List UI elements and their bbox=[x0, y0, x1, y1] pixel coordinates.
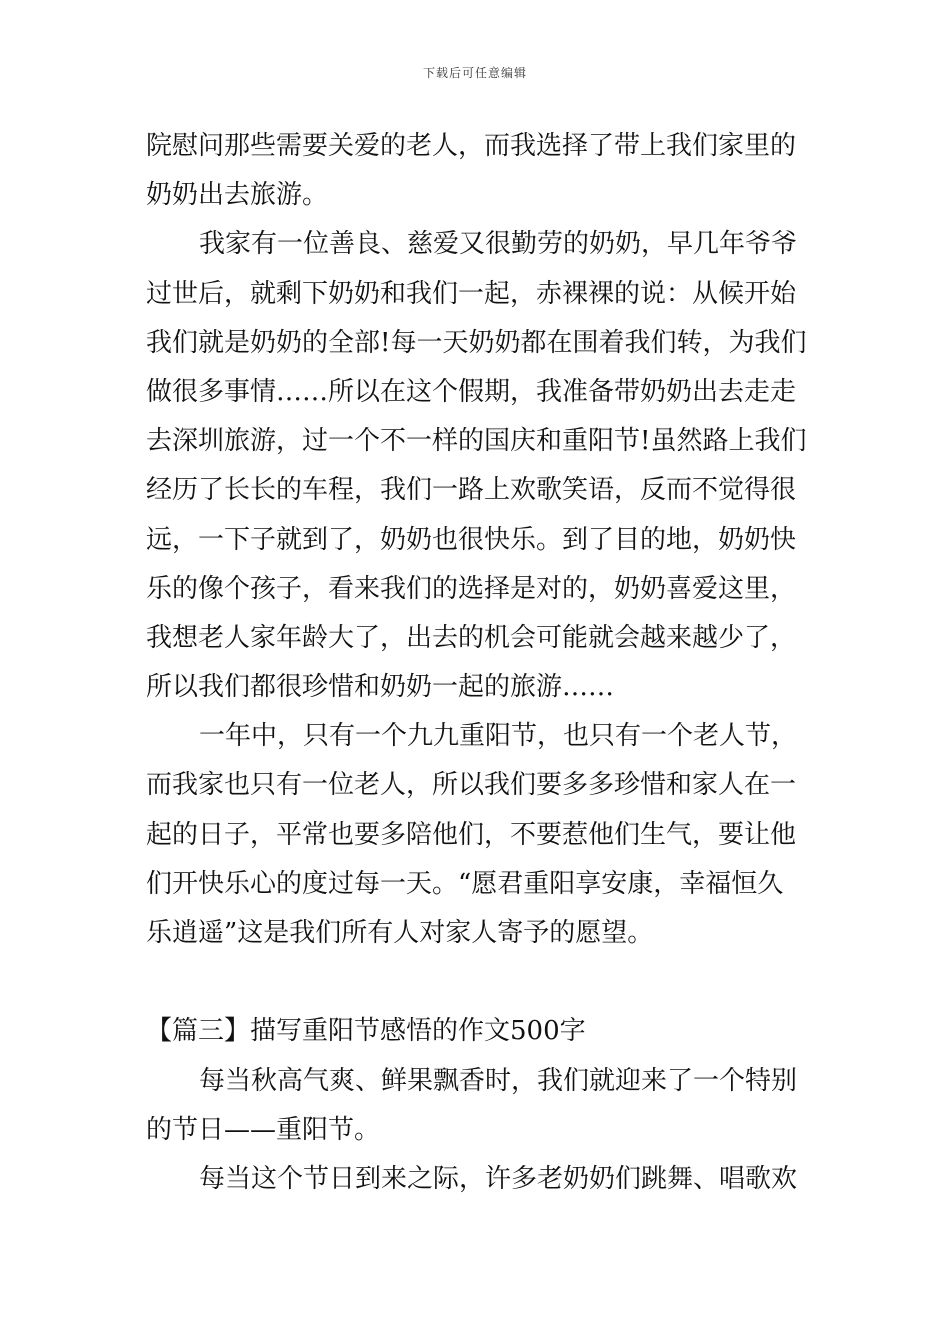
text-line: 乐的像个孩子，看来我们的选择是对的，奶奶喜爱这里， bbox=[146, 573, 797, 604]
page-header: 下载后可任意编辑 bbox=[422, 66, 527, 80]
text-line: 去深圳旅游，过一个不一样的国庆和重阳节!虽然路上我们 bbox=[146, 426, 807, 457]
text-line: 们开快乐心的度过每一天。“愿君重阳享安康，幸福恒久 bbox=[146, 868, 784, 899]
text-line: 过世后，就剩下奶奶和我们一起，赤裸裸的说：从候开始 bbox=[146, 278, 797, 309]
text-line: 我们就是奶奶的全部!每一天奶奶都在围着我们转，为我们 bbox=[146, 327, 807, 358]
blank-line bbox=[146, 958, 810, 1007]
text-line: 经历了长长的车程，我们一路上欢歌笑语，反而不觉得很 bbox=[146, 475, 797, 506]
paragraph-start-line: 每当秋高气爽、鲜果飘香时，我们就迎来了一个特别 bbox=[199, 1065, 798, 1096]
text-line: 院慰问那些需要关爱的老人，而我选择了带上我们家里的 bbox=[146, 131, 797, 161]
paragraph-start-line: 我家有一位善良、慈爱又很勤劳的奶奶，早几年爷爷 bbox=[199, 229, 798, 260]
paragraph-start-line: 一年中，只有一个九九重阳节，也只有一个老人节， bbox=[199, 721, 798, 752]
text-line: 我想老人家年龄大了，出去的机会可能就会越来越少了， bbox=[146, 622, 797, 653]
text-line: 奶奶出去旅游。 bbox=[146, 180, 329, 211]
text-line: 的节日——重阳节。 bbox=[146, 1114, 381, 1145]
section-heading: 【篇三】描写重阳节感悟的作文500字 bbox=[146, 1016, 586, 1047]
text-line: 做很多事情……所以在这个假期，我准备带奶奶出去走走 bbox=[146, 376, 797, 407]
paragraph-start-line: 每当这个节日到来之际，许多老奶奶们跳舞、唱歌欢 bbox=[199, 1163, 798, 1194]
text-line: 乐逍遥”这是我们所有人对家人寄予的愿望。 bbox=[146, 918, 654, 948]
document-body bbox=[146, 122, 810, 1204]
text-line: 所以我们都很珍惜和奶奶一起的旅游…… bbox=[146, 672, 615, 703]
text-line: 而我家也只有一位老人，所以我们要多多珍惜和家人在一 bbox=[146, 770, 797, 801]
text-line: 远，一下子就到了，奶奶也很快乐。到了目的地，奶奶快 bbox=[146, 524, 797, 555]
text-line: 起的日子，平常也要多陪他们，不要惹他们生气，要让他 bbox=[146, 819, 797, 850]
